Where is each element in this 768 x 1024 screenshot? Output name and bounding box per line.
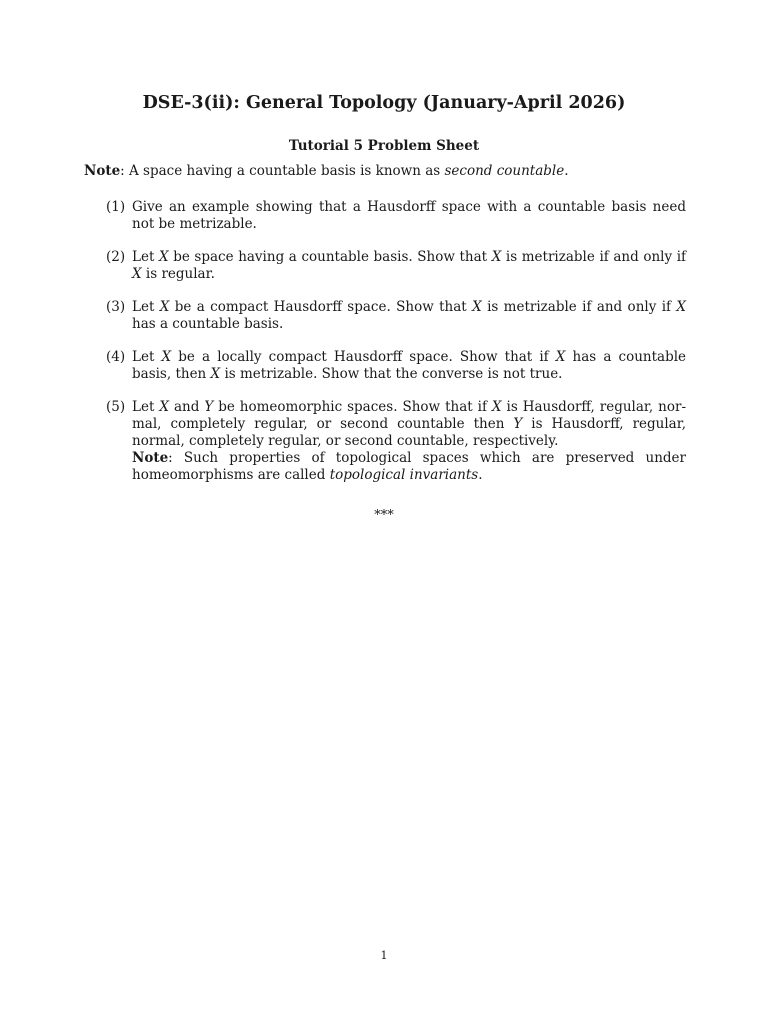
text-segment: be homeomorphic spaces. Show that if (213, 399, 492, 415)
note-label: Note (132, 450, 169, 466)
text-segment: Let (132, 349, 162, 365)
text-segment: be a locally compact Hausdorff space. Show that if (171, 349, 556, 365)
problem-item (84, 249, 686, 283)
document-subtitle: Tutorial 5 Problem Sheet (288, 138, 480, 154)
problem-list (84, 199, 686, 500)
text-segment: Let (132, 249, 159, 265)
text-segment: has a countable basis, then (132, 349, 687, 382)
problem-item (84, 349, 686, 383)
math-variable: Y (513, 416, 523, 432)
problem-number: (4) (106, 349, 126, 365)
problem-item (84, 299, 686, 333)
intro-note-label: Note (84, 163, 121, 179)
text-segment: be a compact Hausdorff space. Show that (169, 299, 473, 315)
math-variable: X (132, 266, 142, 282)
math-variable: X (161, 349, 172, 365)
math-variable: X (158, 249, 169, 265)
intro-note (84, 163, 694, 180)
problem-number: (3) (106, 299, 126, 315)
problem-number: (5) (106, 399, 126, 415)
text-segment: has a countable basis. (132, 316, 284, 332)
math-variable: X (159, 299, 170, 315)
math-variable: X (472, 299, 482, 315)
math-variable: X (676, 299, 686, 315)
text-segment: Give an example showing that a Hausdorff space with a countable basis need not be metrizable. (132, 199, 686, 232)
problem-note (132, 450, 686, 484)
text-segment: is Hausdorff, regular, normal, completely regular, or second countable then (132, 399, 686, 432)
problem-text (132, 399, 686, 449)
text-segment: is Hausdorff, regular, normal, completely regular, or second countable, respectively. (132, 416, 686, 449)
text-segment: is metrizable if and only if (481, 299, 677, 315)
note-emphasis: topological invariants (329, 467, 479, 483)
math-variable: X (491, 399, 502, 415)
math-variable: Y (204, 399, 214, 415)
intro-note-text: : A space having a countable basis is known as (120, 163, 445, 179)
problem-text (132, 349, 686, 382)
text-segment: is metrizable. Show that the converse is not true. (220, 366, 563, 382)
note-text: : Such properties of topological spaces which are preserved under homeomorphisms are called (132, 450, 686, 483)
document-title: DSE-3(ii): General Topology (January-April 2026) (142, 93, 626, 113)
problem-number: (1) (106, 199, 126, 215)
text-segment: and (168, 399, 205, 415)
page-number: 1 (380, 949, 388, 962)
text-segment: Let (132, 299, 160, 315)
problem-number: (2) (106, 249, 126, 265)
text-segment: Let (132, 399, 160, 415)
math-variable: X (555, 349, 566, 365)
note-end: . (478, 467, 483, 483)
end-separator: *** (374, 508, 394, 523)
intro-note-emphasis: second countable (444, 163, 565, 179)
text-segment: is metrizable if and only if (501, 249, 687, 265)
problem-text (132, 249, 686, 282)
problem-item (84, 399, 686, 484)
problem-item (84, 199, 686, 233)
math-variable: X (159, 399, 169, 415)
problem-text (132, 199, 686, 232)
intro-note-end: . (564, 163, 569, 179)
problem-text (132, 299, 686, 332)
math-variable: X (491, 249, 502, 265)
math-variable: X (210, 366, 221, 382)
text-segment: is regular. (141, 266, 215, 282)
text-segment: be space having a countable basis. Show that (168, 249, 492, 265)
